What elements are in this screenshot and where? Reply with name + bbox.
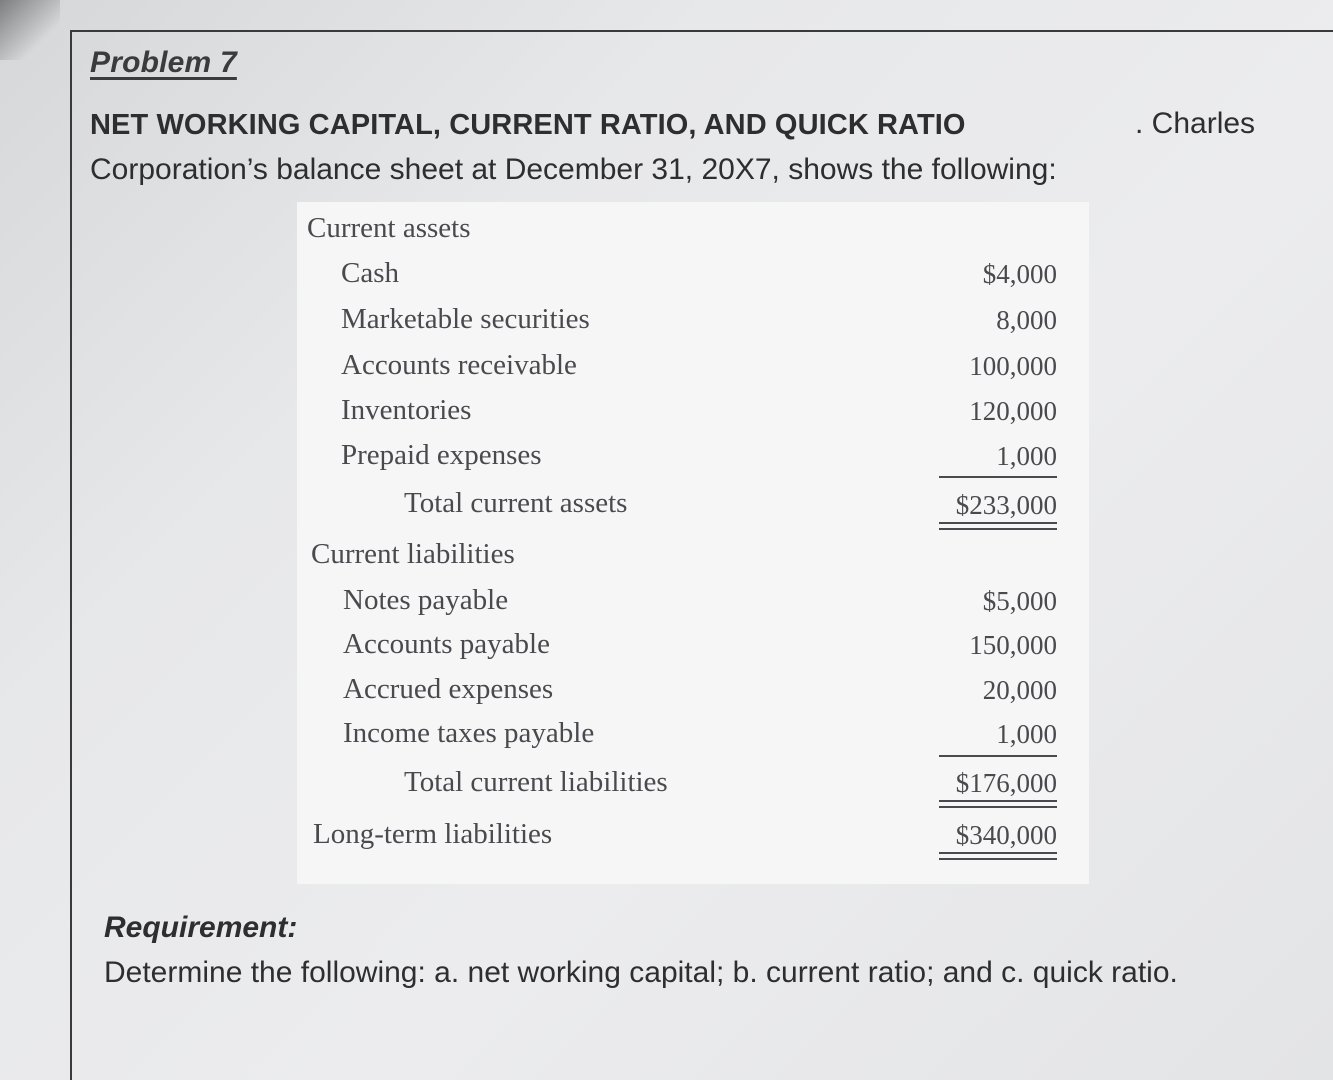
current-liabilities-header: Current liabilities (311, 538, 515, 570)
liability-label-accounts-payable: Accounts payable (343, 628, 550, 660)
long-term-liabilities-label: Long-term liabilities (313, 818, 553, 850)
subtotal-rule (939, 476, 1057, 478)
asset-label-cash: Cash (341, 257, 399, 289)
total-double-rule (939, 800, 1057, 808)
liability-value-accounts-payable: 150,000 (969, 630, 1057, 660)
subtotal-rule (939, 755, 1057, 757)
long-term-liabilities-value: $340,000 (955, 820, 1057, 850)
balance-sheet-table (297, 202, 1089, 884)
total-current-liabilities-value: $176,000 (955, 768, 1057, 798)
requirement-title: Requirement: (104, 911, 298, 944)
asset-value-cash: $4,000 (982, 259, 1057, 289)
total-double-rule (939, 522, 1057, 530)
liability-label-notes-payable: Notes payable (343, 584, 509, 616)
total-double-rule (939, 852, 1057, 860)
asset-label-prepaid-expenses: Prepaid expenses (341, 439, 542, 471)
liability-value-accrued-expenses: 20,000 (982, 675, 1057, 705)
problem-heading-tail: . Charles (1135, 107, 1256, 140)
problem-intro: Corporation’s balance sheet at December 31, 20X7, shows the following: (90, 153, 1057, 186)
liability-label-income-taxes-payable: Income taxes payable (343, 717, 595, 749)
asset-value-accounts-receivable: 100,000 (969, 351, 1057, 381)
asset-label-marketable-securities: Marketable securities (341, 303, 590, 335)
liability-value-income-taxes-payable: 1,000 (996, 719, 1057, 749)
liability-value-notes-payable: $5,000 (982, 586, 1057, 616)
total-current-assets-label: Total current assets (404, 487, 628, 519)
problem-heading: NET WORKING CAPITAL, CURRENT RATIO, AND QUICK RATIO (90, 109, 966, 141)
liability-label-accrued-expenses: Accrued expenses (343, 673, 554, 705)
asset-value-prepaid-expenses: 1,000 (996, 441, 1057, 471)
photo-corner-shadow (0, 0, 60, 60)
asset-label-inventories: Inventories (341, 394, 472, 426)
asset-label-accounts-receivable: Accounts receivable (341, 349, 577, 381)
total-current-liabilities-label: Total current liabilities (404, 766, 668, 798)
problem-title: Problem 7 (90, 46, 237, 79)
asset-value-marketable-securities: 8,000 (996, 305, 1057, 335)
current-assets-header: Current assets (307, 212, 471, 244)
requirement-text: Determine the following: a. net working capital; b. current ratio; and c. quick ratio. (104, 956, 1178, 989)
asset-value-inventories: 120,000 (969, 396, 1057, 426)
total-current-assets-value: $233,000 (955, 490, 1057, 520)
